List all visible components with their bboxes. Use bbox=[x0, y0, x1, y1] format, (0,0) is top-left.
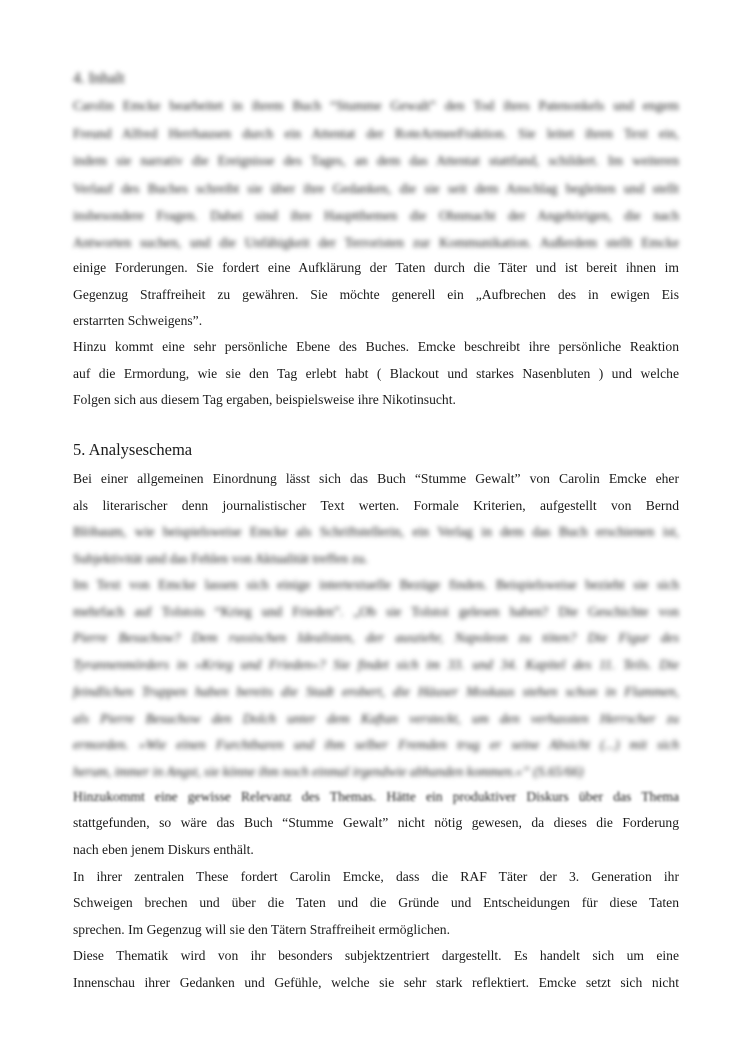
paragraph-line: als literarischer denn journalistischer Text werten. Formale Kriterien, aufgestellt von Bernd bbox=[73, 498, 679, 513]
quote-line: ermorden. »Wie einen Furchtbaren und ihm selber Fremden trug er seine Absicht (...) mit sich bbox=[73, 737, 679, 752]
paragraph-line: mehrfach auf Tolstois “Krieg und Frieden”. „Ob sie Tolstoi gelesen haben? Die Geschichte von bbox=[73, 604, 679, 619]
paragraph-line: Folgen sich aus diesem Tag ergaben, beispielsweise ihre Nikotinsucht. bbox=[73, 392, 456, 407]
paragraph-line: Im Text von Emcke lassen sich einige intertextuelle Bezüge finden. Beispielsweise bezieht sie sich bbox=[73, 577, 679, 592]
paragraph-line: stattgefunden, so wäre das Buch “Stumme Gewalt” nicht nötig gewesen, da dieses die Forderung bbox=[73, 815, 679, 830]
quote-line: als Pierre Besuchow den Dolch unter dem Kaftan versteckt, um den verhassten Herrscher zu bbox=[73, 711, 679, 726]
paragraph-line: auf die Ermordung, wie sie den Tag erlebt habt ( Blackout und starkes Nasenbluten ) und welche bbox=[73, 366, 679, 381]
paragraph-line: Subjektivität und das Fehlen von Aktualität treffen zu. bbox=[73, 551, 368, 566]
paragraph-line: insbesondere Fragen. Dabei sind ihre Hauptthemen die Ohnmacht der Angehörigen, die nach bbox=[73, 208, 679, 223]
paragraph-line: Bei einer allgemeinen Einordnung lässt sich das Buch “Stumme Gewalt” von Carolin Emcke eher bbox=[73, 471, 679, 486]
quote-line: herum, immer in Angst, sie könne ihm noch einmal irgendwie abhanden kommen.«” (S.65/66) bbox=[73, 764, 584, 779]
paragraph-line: Innenschau ihrer Gedanken und Gefühle, welche sie sehr stark reflektiert. Emcke setzt sich nicht bbox=[73, 975, 679, 990]
paragraph-line: Blöbaum, wie beispielsweise Emcke als Schriftstellerin, ein Verlag in dem das Buch erschienen ist, bbox=[73, 524, 679, 539]
paragraph-line: In ihrer zentralen These fordert Carolin Emcke, dass die RAF Täter der 3. Generation ihr bbox=[73, 869, 679, 884]
paragraph-line: Gegenzug Straffreiheit zu gewähren. Sie möchte generell ein „Aufbrechen des in ewigen Eis bbox=[73, 287, 679, 302]
paragraph-line: erstarrten Schweigens”. bbox=[73, 313, 203, 328]
quote-line: Tyrannenmörders in »Krieg und Frieden«? Sie findet sich im 33. und 34. Kapitel des 11. Teils. Die bbox=[73, 657, 679, 672]
section-heading-inhalt: 4. Inhalt bbox=[73, 70, 125, 87]
paragraph-line: Carolin Emcke bearbeitet in ihrem Buch “Stumme Gewalt” den Tod ihres Patenonkels und engem bbox=[73, 98, 679, 113]
paragraph-line: Freund Alfred Herrhausen durch ein Attentat der RoteArmeeFraktion. Sie leitet ihren Text ein, bbox=[73, 126, 679, 141]
quote-line: feindlichen Truppen haben bereits die Stadt erobert, die Häuser Moskaus stehen schon in Flammen, bbox=[73, 684, 679, 699]
paragraph-line: Verlauf des Buches schreibt sie über ihre Gedanken, die sie seit dem Anschlag begleiten und stellt bbox=[73, 181, 679, 196]
paragraph-line: Antworten suchen, und die Unfähigkeit der Terroristen zur Kommunikation. Außerdem stellt Emcke bbox=[73, 235, 679, 250]
paragraph-line: nach eben jenem Diskurs enthält. bbox=[73, 842, 254, 857]
paragraph-line: indem sie narrativ die Ereignisse des Tages, an dem das Attentat stattfand, schildert. Im weiteren bbox=[73, 153, 679, 168]
paragraph-line: Hinzukommt eine gewisse Relevanz des Themas. Hätte ein produktiver Diskurs über das Thema bbox=[73, 789, 679, 804]
paragraph-line: einige Forderungen. Sie fordert eine Aufklärung der Taten durch die Täter und ist bereit ihnen im bbox=[73, 260, 679, 275]
quote-line: Pierre Besuchow? Dem russischen Idealisten, der ausziehr, Napoleon zu töten? Die Figur des bbox=[73, 630, 679, 645]
section-heading-analyseschema: 5. Analyseschema bbox=[73, 440, 193, 459]
paragraph-line: sprechen. Im Gegenzug will sie den Tätern Straffreiheit ermöglichen. bbox=[73, 922, 450, 937]
paragraph-line: Hinzu kommt eine sehr persönliche Ebene des Buches. Emcke beschreibt ihre persönliche Reaktion bbox=[73, 339, 679, 354]
paragraph-line: Schweigen brechen und über die Taten und die Gründe und Entscheidungen für diese Taten bbox=[73, 895, 679, 910]
paragraph-line: Diese Thematik wird von ihr besonders subjektzentriert dargestellt. Es handelt sich um eine bbox=[73, 948, 679, 963]
